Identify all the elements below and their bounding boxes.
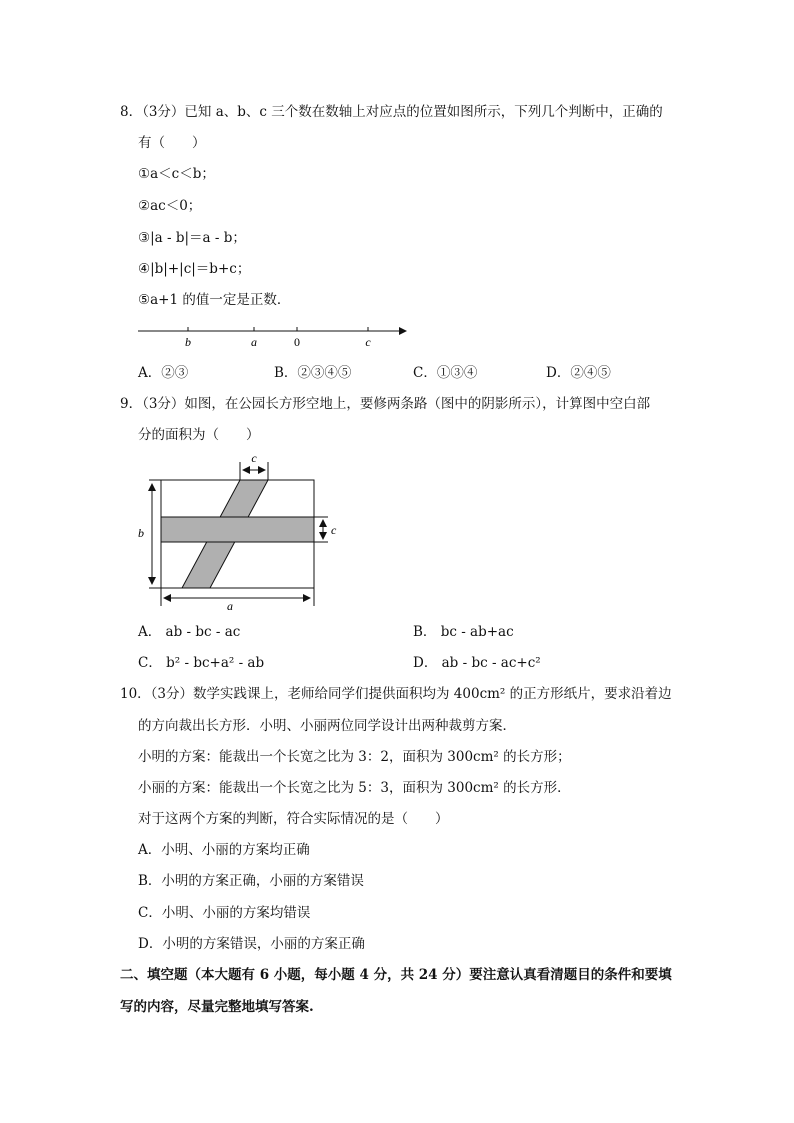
label-a: a bbox=[227, 599, 233, 613]
q10-plan-xiaoming: 小明的方案：能裁出一个长宽之比为 3：2，面积为 300cm² 的长方形； bbox=[138, 749, 571, 765]
q10-plan-xiaoli: 小丽的方案：能裁出一个长宽之比为 5：3，面积为 300cm² 的长方形． bbox=[138, 780, 571, 796]
q9-stem-line2: 分的面积为（ ） bbox=[138, 427, 260, 443]
label-c-top: c bbox=[251, 451, 257, 465]
q9-option-c[interactable]: C． b² - bc+a² - ab bbox=[138, 655, 265, 671]
q8-option-b[interactable]: B．②③④⑤ bbox=[274, 365, 352, 381]
q8-item-3: ③|a - b|＝a - b； bbox=[138, 230, 246, 246]
q8-item-4: ④|b|+|c|＝b+c； bbox=[138, 261, 251, 277]
q8-option-d[interactable]: D．②④⑤ bbox=[546, 365, 611, 381]
axis-label-a: a bbox=[251, 335, 257, 349]
q8-item-1: ①a＜c＜b； bbox=[138, 166, 215, 182]
q8-option-c[interactable]: C．①③④ bbox=[413, 365, 478, 381]
q9-option-d[interactable]: D． ab - bc - ac+c² bbox=[413, 655, 541, 671]
section2-heading-line1: 二、填空题（本大题有 6 小题，每小题 4 分，共 24 分）要注意认真看清题目的条件和要填 bbox=[120, 967, 672, 983]
axis-label-b: b bbox=[185, 335, 191, 349]
q10-question: 对于这两个方案的判断，符合实际情况的是（ ） bbox=[138, 811, 449, 827]
q10-stem-line1: 10．（3分）数学实践课上，老师给同学们提供面积均为 400cm² 的正方形纸片，要求沿着边 bbox=[120, 686, 672, 702]
axis-label-c: c bbox=[365, 335, 371, 349]
horizontal-road bbox=[161, 517, 314, 542]
number-line-figure bbox=[130, 318, 420, 352]
q9-option-b[interactable]: B． bc - ab+ac bbox=[413, 624, 514, 640]
q8-item-2: ②ac＜0； bbox=[138, 198, 202, 214]
q8-stem-line1: 8．（3分）已知 a、b、c 三个数在数轴上对应点的位置如图所示，下列几个判断中，正确的 bbox=[120, 104, 663, 120]
section2-heading-line2: 写的内容，尽量完整地填写答案. bbox=[120, 999, 314, 1015]
q8-item-5: ⑤a+1 的值一定是正数． bbox=[138, 292, 291, 308]
q10-option-b[interactable]: B．小明的方案正确，小丽的方案错误 bbox=[138, 873, 364, 889]
q10-stem-line2: 的方向裁出长方形．小明、小丽两位同学设计出两种裁剪方案． bbox=[138, 718, 516, 734]
q8-option-a[interactable]: A．②③ bbox=[138, 365, 189, 381]
q10-option-c[interactable]: C．小明、小丽的方案均错误 bbox=[138, 905, 311, 921]
park-roads-figure bbox=[130, 448, 345, 613]
axis-label-0: 0 bbox=[294, 335, 300, 349]
label-c-right: c bbox=[331, 523, 337, 537]
q8-stem-line2: 有（ ） bbox=[138, 135, 206, 151]
q10-option-d[interactable]: D．小明的方案错误，小丽的方案正确 bbox=[138, 936, 365, 952]
label-b: b bbox=[138, 526, 144, 540]
q9-option-a[interactable]: A． ab - bc - ac bbox=[138, 624, 241, 640]
q9-stem-line1: 9．（3分）如图，在公园长方形空地上，要修两条路（图中的阴影所示），计算图中空白部 bbox=[120, 396, 651, 412]
q10-option-a[interactable]: A．小明、小丽的方案均正确 bbox=[138, 842, 310, 858]
